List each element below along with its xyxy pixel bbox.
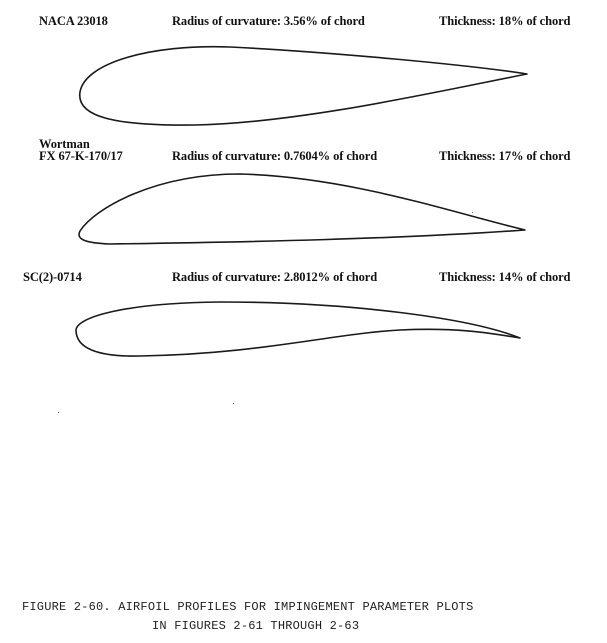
- airfoil-2-profile: [0, 165, 607, 265]
- airfoil-1-radius-label: Radius of curvature: 3.56% of chord: [172, 14, 365, 28]
- airfoil-1-outline: [80, 47, 527, 125]
- airfoil-1-name: NACA 23018: [39, 14, 108, 28]
- airfoil-3-thickness-label: Thickness: 14% of chord: [439, 270, 571, 284]
- airfoil-2-radius-label: Radius of curvature: 0.7604% of chord: [172, 149, 378, 163]
- airfoil-2-name-line1: Wortman: [39, 137, 90, 151]
- airfoil-3-name: SC(2)-0714: [23, 270, 82, 284]
- scan-speck: [58, 412, 59, 413]
- airfoil-2-thickness-label: Thickness: 17% of chord: [439, 149, 571, 163]
- airfoil-2-outline: [79, 174, 525, 244]
- airfoil-3-radius-label: Radius of curvature: 2.8012% of chord: [172, 270, 378, 284]
- airfoil-2-name-line2: FX 67-K-170/17: [39, 149, 123, 163]
- figure-caption-line2: IN FIGURES 2-61 THROUGH 2-63: [152, 619, 360, 633]
- scan-speck: [472, 212, 473, 213]
- airfoil-3-profile: [0, 290, 607, 390]
- airfoil-1-thickness-label: Thickness: 18% of chord: [439, 14, 571, 28]
- airfoil-1-profile: [0, 35, 607, 135]
- figure-caption-line1: FIGURE 2-60. AIRFOIL PROFILES FOR IMPINGEMENT PARAMETER PLOTS: [22, 600, 474, 614]
- scan-speck: [233, 403, 234, 404]
- airfoil-3-outline: [76, 302, 520, 356]
